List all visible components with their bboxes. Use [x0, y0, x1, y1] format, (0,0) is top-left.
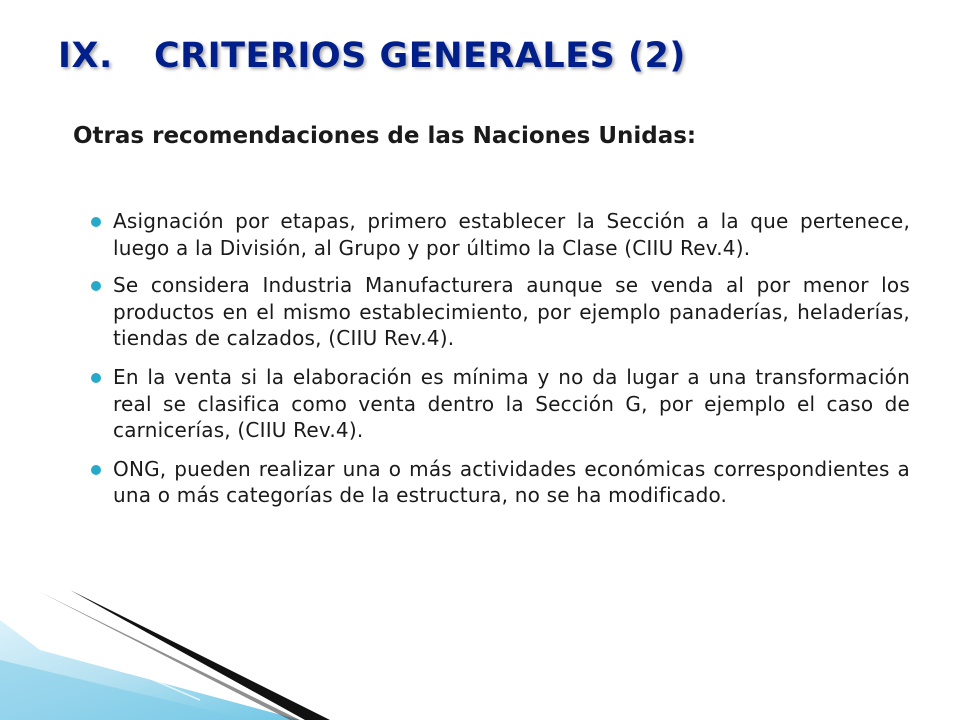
list-item-text: En la venta si la elaboración es mínima y no da lugar a una transformación real se clasifica como venta dentro la Sección G, por ejemplo el caso de carnicerías, (CIIU Rev.4).: [113, 364, 910, 443]
list-item: [88, 364, 910, 444]
bullet-list: [88, 208, 910, 518]
bullet-dot-icon: [91, 217, 101, 227]
list-item: [88, 208, 910, 261]
list-item: [88, 272, 910, 352]
slide-title-text: CRITERIOS GENERALES (2): [154, 36, 686, 76]
list-item-text: Se considera Industria Manufacturera aunque se venda al por menor los productos en el mismo establecimiento, por ejemplo panaderías, heladerías, tiendas de calzados, (CIIU Rev.4).: [113, 273, 910, 351]
bullet-dot-icon: [91, 373, 101, 383]
corner-decoration: [0, 580, 360, 720]
bullet-dot-icon: [91, 465, 101, 475]
list-item-text: Asignación por etapas, primero establecer la Sección a la que pertenece, luego a la División, al Grupo y por último la Clase (CIIU Rev.4).: [113, 209, 910, 260]
list-item: [88, 456, 910, 509]
list-item-text: ONG, pueden realizar una o más actividades económicas correspondientes a una o más categorías de la estructura, no se ha modificado.: [113, 456, 910, 508]
slide-title-number: IX.: [58, 36, 113, 76]
slide-title: [58, 34, 686, 78]
slide-subtitle: Otras recomendaciones de las Naciones Unidas:: [73, 123, 697, 149]
bullet-dot-icon: [91, 281, 101, 291]
